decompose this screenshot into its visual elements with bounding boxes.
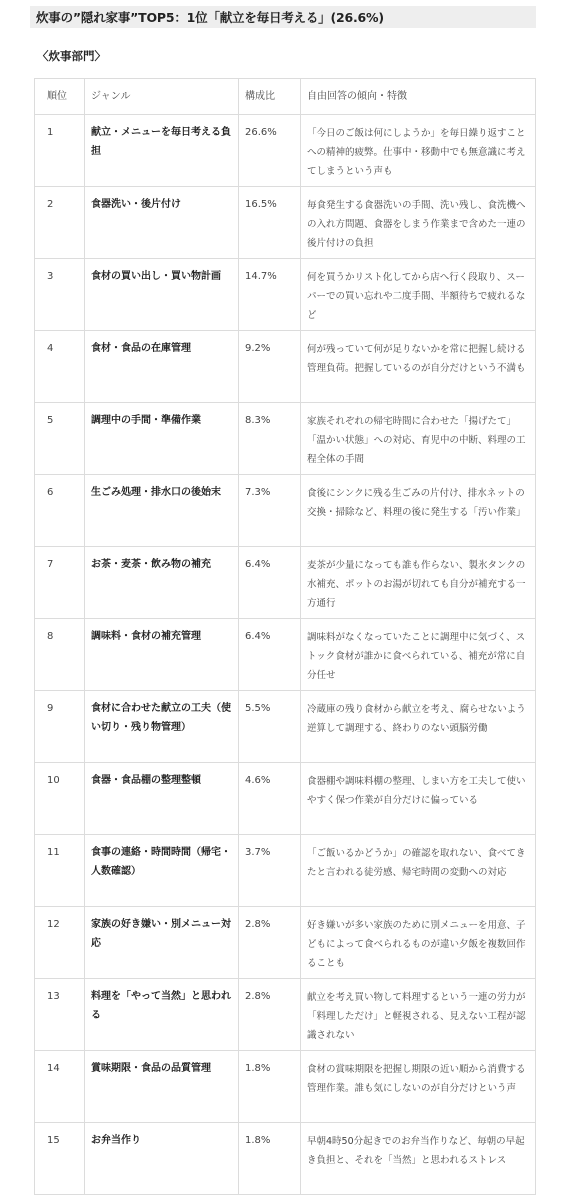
rank-cell: 9 bbox=[35, 691, 85, 763]
table-row bbox=[35, 763, 536, 835]
comment-cell: 何を買うかリスト化してから店へ行く段取り、スーパーでの買い忘れや二度手間、半額待ちで疲れるなど bbox=[301, 259, 536, 331]
comment-cell: 「ご飯いるかどうか」の確認を取れない、食べてきたと言われる徒労感、帰宅時間の変動への対応 bbox=[301, 835, 536, 907]
genre-cell: 食器・食品棚の整理整頓 bbox=[85, 763, 239, 835]
rank-cell: 3 bbox=[35, 259, 85, 331]
table-header-row bbox=[35, 79, 536, 115]
table-row bbox=[35, 1051, 536, 1123]
comment-cell: 麦茶が少量になっても誰も作らない、製氷タンクの水補充、ポットのお湯が切れても自分が補充する一方通行 bbox=[301, 547, 536, 619]
genre-cell: 食事の連絡・時間時間（帰宅・人数確認） bbox=[85, 835, 239, 907]
table-row bbox=[35, 187, 536, 259]
ratio-cell: 4.6% bbox=[239, 763, 301, 835]
table-row bbox=[35, 115, 536, 187]
table-row bbox=[35, 835, 536, 907]
genre-cell: 調味料・食材の補充管理 bbox=[85, 619, 239, 691]
table-body bbox=[35, 115, 536, 1195]
comment-cell: 冷蔵庫の残り食材から献立を考え、腐らせないよう逆算して調理する、終わりのない頭脳労働 bbox=[301, 691, 536, 763]
comment-cell: 食後にシンクに残る生ごみの片付け、排水ネットの交換・掃除など、料理の後に発生する「汚い作業」 bbox=[301, 475, 536, 547]
ratio-cell: 1.8% bbox=[239, 1051, 301, 1123]
genre-cell: 調理中の手間・準備作業 bbox=[85, 403, 239, 475]
rank-cell: 13 bbox=[35, 979, 85, 1051]
rank-cell: 11 bbox=[35, 835, 85, 907]
rank-cell: 8 bbox=[35, 619, 85, 691]
comment-cell: 食材の賞味期限を把握し期限の近い順から消費する管理作業。誰も気にしないのが自分だけという声 bbox=[301, 1051, 536, 1123]
ratio-cell: 7.3% bbox=[239, 475, 301, 547]
comment-cell: 家族それぞれの帰宅時間に合わせた「揚げたて」「温かい状態」への対応、育児中の中断、料理の工程全体の手間 bbox=[301, 403, 536, 475]
comment-cell: 食器棚や調味料棚の整理、しまい方を工夫して使いやすく保つ作業が自分だけに偏っている bbox=[301, 763, 536, 835]
header-ratio: 構成比 bbox=[239, 79, 301, 115]
genre-cell: 食材に合わせた献立の工夫（使い切り・残り物管理） bbox=[85, 691, 239, 763]
rank-cell: 4 bbox=[35, 331, 85, 403]
ratio-cell: 6.4% bbox=[239, 547, 301, 619]
rank-cell: 10 bbox=[35, 763, 85, 835]
header-comment: 自由回答の傾向・特徴 bbox=[301, 79, 536, 115]
rank-cell: 6 bbox=[35, 475, 85, 547]
comment-cell: 早朝4時50分起きでのお弁当作りなど、毎朝の早起き負担と、それを「当然」と思われるストレス bbox=[301, 1123, 536, 1195]
rank-cell: 2 bbox=[35, 187, 85, 259]
section-heading: 〈炊事部門〉 bbox=[37, 49, 106, 63]
genre-cell: 食材の買い出し・買い物計画 bbox=[85, 259, 239, 331]
genre-cell: お茶・麦茶・飲み物の補充 bbox=[85, 547, 239, 619]
ratio-cell: 2.8% bbox=[239, 907, 301, 979]
table-row bbox=[35, 907, 536, 979]
ratio-cell: 16.5% bbox=[239, 187, 301, 259]
ratio-cell: 3.7% bbox=[239, 835, 301, 907]
genre-cell: 生ごみ処理・排水口の後始末 bbox=[85, 475, 239, 547]
ratio-cell: 2.8% bbox=[239, 979, 301, 1051]
header-genre: ジャンル bbox=[85, 79, 239, 115]
ratio-cell: 5.5% bbox=[239, 691, 301, 763]
genre-cell: 食器洗い・後片付け bbox=[85, 187, 239, 259]
table-row bbox=[35, 547, 536, 619]
table-row bbox=[35, 475, 536, 547]
genre-cell: 料理を「やって当然」と思われる bbox=[85, 979, 239, 1051]
genre-cell: お弁当作り bbox=[85, 1123, 239, 1195]
genre-cell: 献立・メニューを毎日考える負担 bbox=[85, 115, 239, 187]
table-row bbox=[35, 331, 536, 403]
comment-cell: 調味料がなくなっていたことに調理中に気づく、ストック食材が誰かに食べられている、補充が常に自分任せ bbox=[301, 619, 536, 691]
table-row bbox=[35, 1123, 536, 1195]
rank-cell: 1 bbox=[35, 115, 85, 187]
ratio-cell: 8.3% bbox=[239, 403, 301, 475]
rank-cell: 7 bbox=[35, 547, 85, 619]
comment-cell: 好き嫌いが多い家族のために別メニューを用意、子どもによって食べられるものが違い夕飯を複数回作ることも bbox=[301, 907, 536, 979]
header-rank: 順位 bbox=[35, 79, 85, 115]
table-row bbox=[35, 259, 536, 331]
genre-cell: 食材・食品の在庫管理 bbox=[85, 331, 239, 403]
rank-cell: 12 bbox=[35, 907, 85, 979]
ratio-cell: 1.8% bbox=[239, 1123, 301, 1195]
table-row bbox=[35, 979, 536, 1051]
rank-cell: 5 bbox=[35, 403, 85, 475]
ratio-cell: 6.4% bbox=[239, 619, 301, 691]
table-row bbox=[35, 619, 536, 691]
ratio-cell: 26.6% bbox=[239, 115, 301, 187]
rank-cell: 15 bbox=[35, 1123, 85, 1195]
comment-cell: 献立を考え買い物して料理するという一連の労力が「料理しただけ」と軽視される、見えない工程が認識されない bbox=[301, 979, 536, 1051]
ratio-cell: 9.2% bbox=[239, 331, 301, 403]
genre-cell: 賞味期限・食品の品質管理 bbox=[85, 1051, 239, 1123]
table-row bbox=[35, 691, 536, 763]
ranking-table bbox=[34, 78, 536, 1195]
rank-cell: 14 bbox=[35, 1051, 85, 1123]
table-row bbox=[35, 403, 536, 475]
genre-cell: 家族の好き嫌い・別メニュー対応 bbox=[85, 907, 239, 979]
ratio-cell: 14.7% bbox=[239, 259, 301, 331]
comment-cell: 「今日のご飯は何にしようか」を毎日繰り返すことへの精神的疲弊。仕事中・移動中でも無意識に考えてしまうという声も bbox=[301, 115, 536, 187]
article-title: 炊事の”隠れ家事”TOP5：1位「献立を毎日考える」(26.6%) bbox=[30, 6, 536, 28]
comment-cell: 何が残っていて何が足りないかを常に把握し続ける管理負荷。把握しているのが自分だけという不満も bbox=[301, 331, 536, 403]
comment-cell: 毎食発生する食器洗いの手間、洗い残し、食洗機への入れ方問題、食器をしまう作業まで含めた一連の後片付けの負担 bbox=[301, 187, 536, 259]
